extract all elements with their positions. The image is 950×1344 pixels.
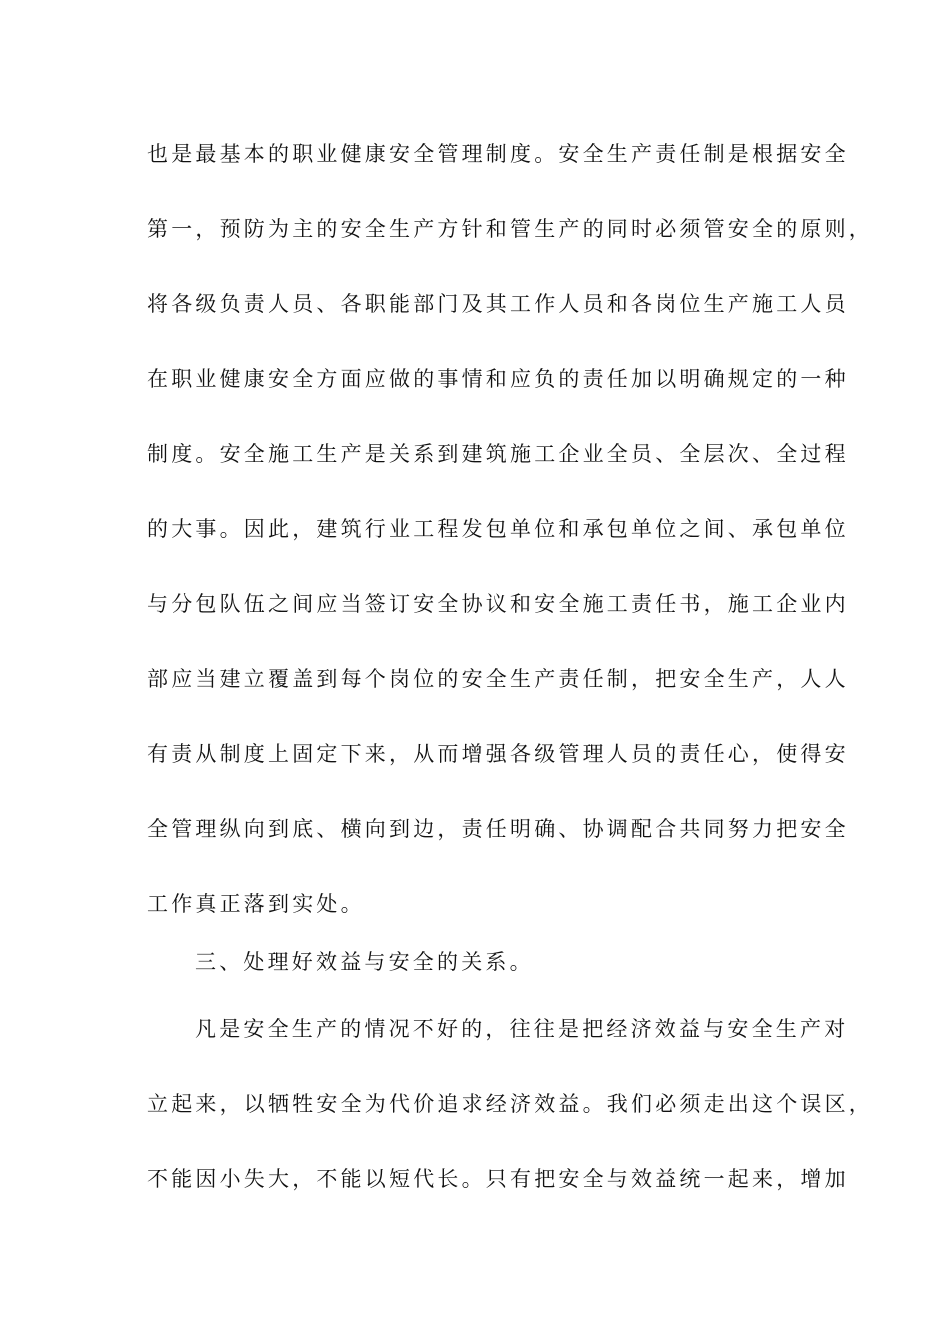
text-line: 将各级负责人员、各职能部门及其工作人员和各岗位生产施工人员 (147, 292, 849, 316)
text-line: 在职业健康安全方面应做的事情和应负的责任加以明确规定的一种 (147, 367, 849, 391)
text-line: 不能因小失大，不能以短代长。只有把安全与效益统一起来，增加 (147, 1167, 849, 1191)
section-heading: 三、处理好效益与安全的关系。 (195, 950, 534, 974)
text-line: 工作真正落到实处。 (147, 892, 365, 916)
text-line: 立起来，以牺牲安全为代价追求经济效益。我们必须走出这个误区， (147, 1092, 873, 1116)
text-line: 的大事。因此，建筑行业工程发包单位和承包单位之间、承包单位 (147, 517, 849, 541)
text-line: 与分包队伍之间应当签订安全协议和安全施工责任书，施工企业内 (147, 592, 849, 616)
text-line: 也是最基本的职业健康安全管理制度。安全生产责任制是根据安全 (147, 142, 849, 166)
paragraph-first-line: 凡是安全生产的情况不好的，往往是把经济效益与安全生产对 (195, 1017, 849, 1041)
text-line: 制度。安全施工生产是关系到建筑施工企业全员、全层次、全过程 (147, 442, 849, 466)
text-line: 第一，预防为主的安全生产方针和管生产的同时必须管安全的原则， (147, 217, 873, 241)
text-line: 全管理纵向到底、横向到边，责任明确、协调配合共同努力把安全 (147, 817, 849, 841)
text-line: 有责从制度上固定下来，从而增强各级管理人员的责任心，使得安 (147, 742, 849, 766)
text-line: 部应当建立覆盖到每个岗位的安全生产责任制，把安全生产，人人 (147, 667, 849, 691)
